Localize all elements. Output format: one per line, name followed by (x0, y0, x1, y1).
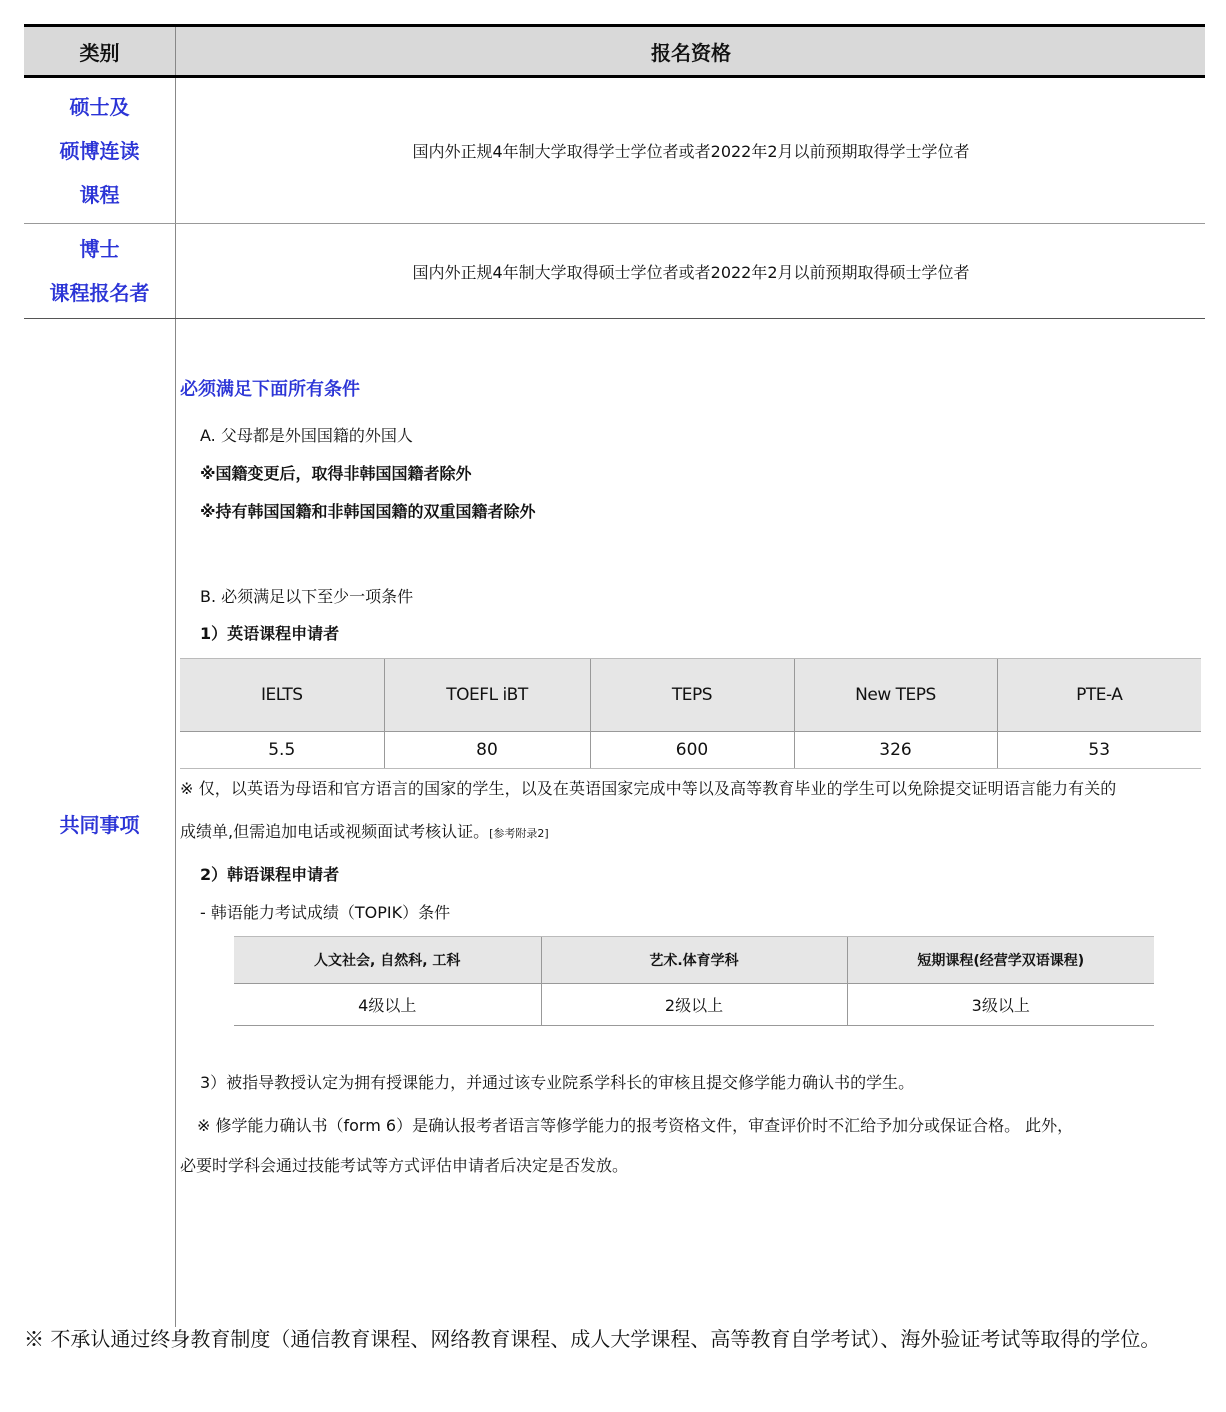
must-title: 必须满足下面所有条件 (180, 379, 360, 400)
english-header-new-teps: New TEPS (794, 659, 997, 732)
english-header-toefl: TOEFL iBT (384, 659, 590, 732)
topik-title: - 韩语能力考试成绩（TOPIK）条件 (200, 903, 451, 922)
english-score-table (180, 658, 1201, 769)
qualification-table (24, 24, 1205, 1324)
category-master (24, 78, 176, 223)
table-row-common (24, 319, 1205, 1327)
condition-b-title: B. 必须满足以下至少一项条件 (200, 587, 414, 606)
professor-recommendation-text: 3）被指导教授认定为拥有授课能力，并通过该专业院系学科长的审核且提交修学能力确认书的学生。 (200, 1073, 915, 1092)
korean-applicant-title: 2）韩语课程申请者 (200, 865, 340, 884)
condition-a-title: A. 父母都是外国国籍的外国人 (200, 426, 413, 445)
category-common (24, 319, 176, 1327)
category-line: 博士 (79, 237, 120, 261)
english-header-pte: PTE-A (997, 659, 1201, 732)
category-line: 硕士及 (69, 94, 130, 119)
table-row-phd (24, 224, 1205, 319)
topik-score-table (234, 936, 1154, 1026)
table-row-master (24, 78, 1205, 224)
header-qualification: 报名资格 (651, 40, 731, 65)
topik-header-short-course: 短期课程(经营学双语课程) (847, 937, 1154, 984)
english-value-new-teps: 326 (794, 732, 997, 769)
category-line: 课程 (79, 182, 120, 207)
common-requirements (177, 319, 1205, 1327)
english-value-toefl: 80 (384, 732, 590, 769)
english-applicant-title: 1）英语课程申请者 (200, 624, 340, 643)
condition-a-note-2: ※持有韩国国籍和非韩国国籍的双重国籍者除外 (200, 502, 536, 521)
english-value-pte: 53 (997, 732, 1201, 769)
english-header-teps: TEPS (590, 659, 794, 732)
english-exemption-note-1: ※ 仅，以英语为母语和官方语言的国家的学生，以及在英语国家完成中等以及高等教育毕业的学生可以免除提交证明语言能力有关的 (180, 779, 1117, 798)
appendix-reference: [参考附录2] (489, 827, 549, 840)
english-value-teps: 600 (590, 732, 794, 769)
table-header-row (24, 27, 1205, 78)
english-exemption-note-2 (180, 819, 549, 842)
form-6-note-2: 必要时学科会通过技能考试等方式评估申请者后决定是否发放。 (180, 1156, 629, 1175)
category-line: 硕博连读 (59, 138, 140, 163)
topik-value-short-course: 3级以上 (847, 984, 1154, 1026)
category-line: 课程报名者 (49, 281, 150, 305)
header-category: 类别 (24, 27, 176, 75)
form-6-note-1: ※ 修学能力确认书（form 6）是确认报考者语言等修学能力的报考资格文件，审查评价时不汇给予加分或保证合格。 此外， (197, 1116, 1074, 1135)
english-header-ielts: IELTS (180, 659, 384, 732)
category-line: 共同事项 (59, 812, 140, 837)
topik-value-humanities: 4级以上 (234, 984, 541, 1026)
topik-header-humanities: 人文社会, 自然科, 工科 (234, 937, 541, 984)
phd-qualification-text: 国内外正规4年制大学取得硕士学位者或者2022年2月以前预期取得硕士学位者 (412, 262, 970, 282)
degree-exclusion-footnote: ※ 不承认通过终身教育制度（通信教育课程、网络教育课程、成人大学课程、高等教育自学考试）、海外验证考试等取得的学位。 (24, 1327, 1161, 1351)
topik-header-arts: 艺术.体育学科 (541, 937, 847, 984)
master-qualification-text: 国内外正规4年制大学取得学士学位者或者2022年2月以前预期取得学士学位者 (412, 142, 970, 161)
english-exemption-note-text: 成绩单,但需追加电话或视频面试考核认证。 (180, 822, 490, 841)
topik-value-arts: 2级以上 (541, 984, 847, 1026)
category-phd (24, 224, 176, 318)
condition-a-note-1: ※国籍变更后，取得非韩国国籍者除外 (200, 464, 472, 483)
english-value-ielts: 5.5 (180, 732, 384, 769)
